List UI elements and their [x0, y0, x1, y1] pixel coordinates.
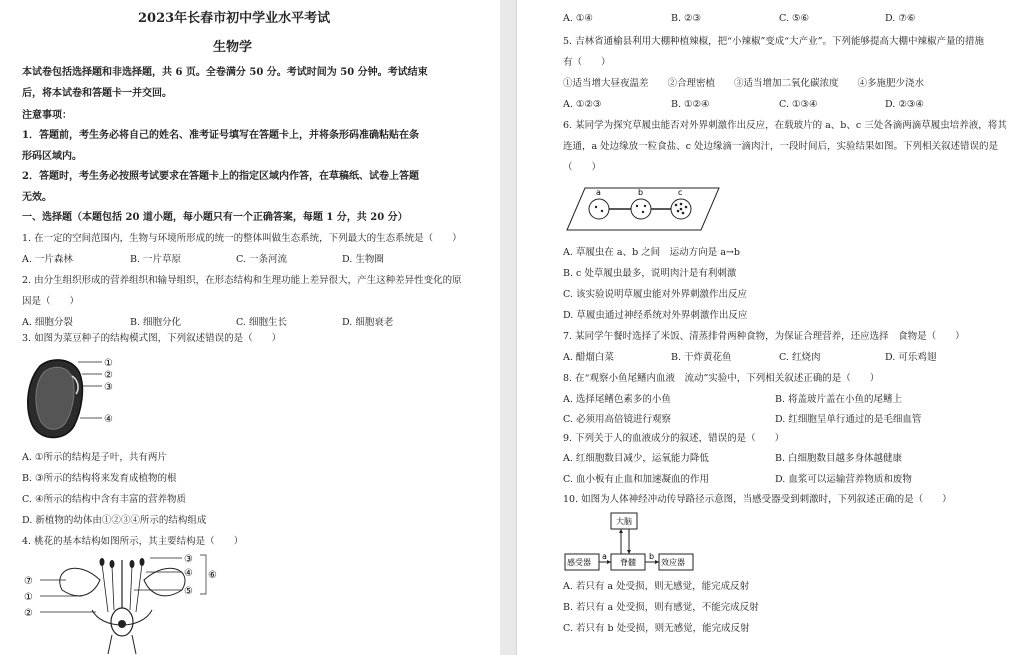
fig3-label-3: ③: [104, 382, 113, 393]
drop-a: [589, 199, 609, 219]
question-8: 8. 在“观察小鱼尾鳍内血液 流动”实验中，下列相关叙述正确的是（ ）: [563, 373, 880, 384]
question-9: 9. 下列关于人的血液成分的叙述，错误的是（ ）: [563, 433, 785, 444]
q6-option-d: D. 草履虫通过神经系统对外界刺激作出反应: [563, 310, 748, 321]
question-2-line-1: 2. 由分生组织形成的营养组织和输导组织，在形态结构和生理功能上差异很大，产生这种差异性变化的原: [22, 275, 462, 286]
q10-option-c: C. 若只有 b 处受损，则无感觉，能完成反射: [563, 623, 750, 634]
fig4-label-5: ⑤: [184, 586, 193, 597]
fig3-label-4: ④: [104, 414, 113, 425]
question-6-line-2: 连通，a 处边缘放一粒食盐、c 处边缘滴一滴肉汁，一段时间后，实验结果如图。下列相关叙述错误的是: [563, 141, 999, 152]
q5-option-d: D. ②③④: [885, 99, 924, 110]
fig3-label-1: ①: [104, 358, 113, 369]
fig10-spinal-label: 脊髓: [620, 558, 636, 567]
q9-option-a: A. 红细胞数目减少，运氧能力降低: [563, 453, 709, 464]
q5-option-c: C. ①③④: [779, 99, 818, 110]
petal-left: [60, 568, 100, 596]
fig6-label-b: b: [638, 188, 644, 197]
section-choice-heading: 一、选择题（本题包括 20 道小题，每小题只有一个正确答案，每题 1 分，共 20 分）: [22, 212, 408, 223]
q9-option-d: D. 血浆可以运输营养物质和废物: [775, 474, 912, 485]
stamen-filament-3: [112, 566, 114, 610]
fig10-b-label: b: [649, 552, 655, 561]
paramecium-slide-figure: [563, 180, 723, 238]
notice-1a: 1．答题前，考生务必将自己的姓名、准考证号填写在答题卡上，并将条形码准确粘贴在条: [22, 130, 419, 141]
q6-option-a: A. 草履虫在 a、b 之间 运动方向是 a→b: [563, 247, 740, 258]
q4-option-c: C. ⑤⑥: [779, 13, 810, 24]
q8-option-a: A. 选择尾鳍色素多的小鱼: [563, 394, 671, 405]
stalk: [108, 635, 136, 654]
question-5-statements: ①适当增大昼夜温差 ②合理密植 ③适当增加二氧化碳浓度 ④多施肥少浇水: [563, 78, 925, 89]
ovule: [118, 620, 126, 628]
q3-option-b: B. ③所示的结构将来发育成植物的根: [22, 473, 177, 484]
q2-option-b: B. 细胞分化: [130, 317, 182, 328]
q10-option-b: B. 若只有 a 处受损，则有感觉，不能完成反射: [563, 602, 759, 613]
stamen-filament-4: [130, 566, 132, 610]
q4-option-d: D. ⑦⑥: [885, 13, 916, 24]
exam-page-left: [0, 0, 500, 655]
notice-title: 注意事项：: [22, 110, 72, 121]
fig6-label-a: a: [596, 188, 601, 197]
q3-option-a: A. ①所示的结构是子叶，共有两片: [22, 452, 167, 463]
fig4-label-7: ⑦: [24, 576, 33, 587]
q4-option-a: A. ①④: [563, 13, 593, 24]
exam-title: 2023年长春市初中学业水平考试: [138, 11, 331, 26]
fig10-receptor-label: 感受器: [567, 558, 591, 567]
notice-2a: 2．答题时，考生务必按照考试要求在答题卡上的指定区域内作答，在草稿纸、试卷上答题: [22, 171, 419, 182]
q1-option-b: B. 一片草原: [130, 254, 182, 265]
exam-page-right: [516, 0, 1024, 655]
exam-subject: 生物学: [213, 40, 253, 55]
q1-option-d: D. 生物圈: [342, 254, 384, 265]
q1-option-c: C. 一条河流: [236, 254, 287, 265]
fig4-label-6: ⑥: [208, 570, 217, 581]
q2-option-d: D. 细胞衰老: [342, 317, 394, 328]
fig10-a-label: a: [602, 552, 607, 561]
question-4: 4. 桃花的基本结构如图所示，其主要结构是（ ）: [22, 536, 244, 547]
question-5-line-2: 有（ ）: [563, 57, 611, 68]
q9-option-b: B. 白细胞数目越多身体越健康: [775, 453, 903, 464]
q5-option-b: B. ①②④: [671, 99, 710, 110]
notice-2b: 无效。: [22, 192, 52, 203]
question-1: 1. 在一定的空间范围内，生物与环境所形成的统一的整体叫做生态系统，下列最大的生态系统是（ ）: [22, 233, 462, 244]
question-3: 3. 如图为菜豆种子的结构模式图，下列叙述错误的是（ ）: [22, 333, 282, 344]
q2-option-a: A. 细胞分裂: [22, 317, 73, 328]
stamen-filament-2: [136, 564, 142, 612]
fig10-brain-label: 大脑: [616, 517, 632, 526]
fig3-label-2: ②: [104, 370, 113, 381]
q7-option-d: D. 可乐鸡翅: [885, 352, 937, 363]
q5-option-a: A. ①②③: [563, 99, 602, 110]
question-2-line-2: 因是（ ）: [22, 296, 80, 307]
peach-flower-figure: [22, 550, 222, 655]
petal-right: [144, 568, 185, 596]
q8-option-b: B. 将盖玻片盖在小鱼的尾鳍上: [775, 394, 903, 405]
drop-b: [631, 199, 651, 219]
q6-option-b: B. c 处草履虫最多，说明肉汁是有利刺激: [563, 268, 737, 279]
intro-line-2: 后，将本试卷和答题卡一并交回。: [22, 88, 172, 99]
fig4-label-3: ③: [184, 554, 193, 565]
fig4-label-4: ④: [184, 568, 193, 579]
question-6-line-1: 6. 某同学为探究草履虫能否对外界刺激作出反应，在载玻片的 a、b、c 三处各滴两滴草履虫培养液，将其: [563, 120, 1007, 131]
q8-option-d: D. 红细胞呈单行通过的是毛细血管: [775, 414, 922, 425]
question-7: 7. 某同学午餐时选择了米饭、清蒸排骨两种食物，为保证合理营养，还应选择 食物是（ ）: [563, 331, 965, 342]
anther-3: [110, 560, 115, 568]
reflex-arc-figure: [563, 510, 743, 574]
fig10-effector-label: 效应器: [661, 558, 685, 567]
q7-option-b: B. 干炸黄花鱼: [671, 352, 732, 363]
q7-option-c: C. 红烧肉: [779, 352, 821, 363]
q8-option-c: C. 必须用高倍镜进行观察: [563, 414, 671, 425]
q1-option-a: A. 一片森林: [22, 254, 73, 265]
q9-option-c: C. 血小板有止血和加速凝血的作用: [563, 474, 709, 485]
notice-1b: 形码区域内。: [22, 151, 82, 162]
q3-option-c: C. ④所示的结构中含有丰富的营养物质: [22, 494, 186, 505]
question-10: 10. 如图为人体神经冲动传导路径示意图，当感受器受到刺激时，下列叙述正确的是（ ）: [563, 494, 952, 505]
fig6-label-c: c: [678, 188, 683, 197]
q2-option-c: C. 细胞生长: [236, 317, 287, 328]
question-5-line-1: 5. 吉林省通榆县利用大棚种植辣椒，把“小辣椒”变成“大产业”。下列能够提高大棚中辣椒产量的措施: [563, 36, 985, 47]
fig4-label-1: ①: [24, 592, 33, 603]
stamen-filament-1: [102, 564, 108, 612]
q6-option-c: C. 该实验说明草履虫能对外界刺激作出反应: [563, 289, 747, 300]
fig4-label-2: ②: [24, 608, 33, 619]
q3-option-d: D. 新植物的幼体由①②③④所示的结构组成: [22, 515, 207, 526]
q7-option-a: A. 醋熘白菜: [563, 352, 614, 363]
anther-1: [100, 558, 105, 566]
anther-2: [140, 558, 145, 566]
intro-line-1: 本试卷包括选择题和非选择题，共 6 页。全卷满分 50 分。考试时间为 50 分钟。考试结束: [22, 67, 428, 78]
q10-option-a: A. 若只有 a 处受损，则无感觉，能完成反射: [563, 581, 750, 592]
q4-option-b: B. ②③: [671, 13, 702, 24]
bean-seed-figure: [22, 352, 132, 444]
anther-4: [130, 560, 135, 568]
question-6-line-3: （ ）: [563, 162, 602, 173]
